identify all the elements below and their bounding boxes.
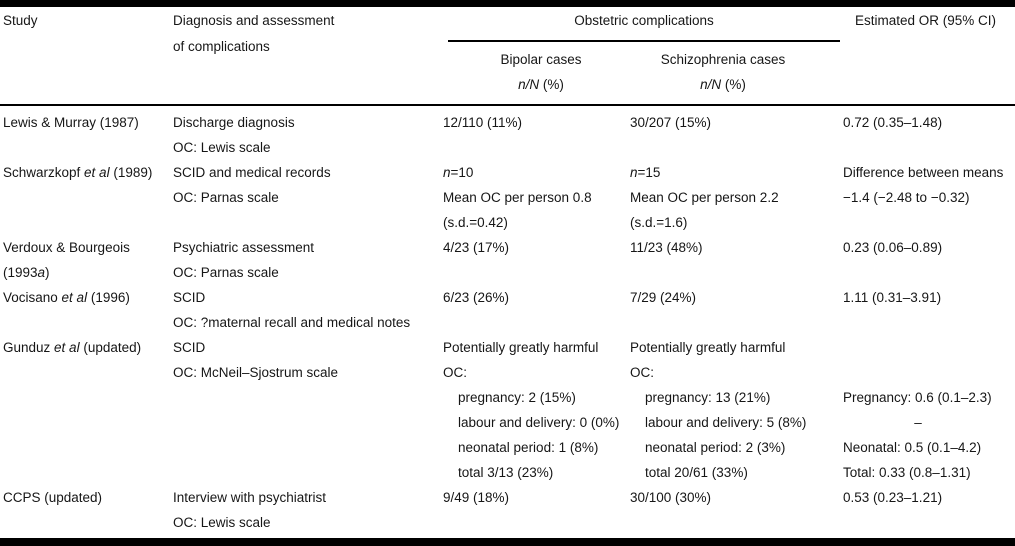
- study-text: (1996): [87, 290, 130, 305]
- n-italic: n: [630, 165, 638, 180]
- table-row-lewis-murray: [3, 110, 1015, 160]
- cell-line: Discharge diagnosis: [173, 115, 295, 130]
- cell-line: OC: Parnas scale: [173, 265, 279, 280]
- table-header: [0, 0, 1015, 106]
- bipolar-cases-cell: [443, 160, 630, 235]
- table-body: [3, 110, 1015, 535]
- cell-line: OC: Parnas scale: [173, 190, 279, 205]
- cell-line: −1.4 (−2.48 to −0.32): [843, 190, 970, 205]
- schizophrenia-cases-cell: [630, 235, 843, 260]
- cell-subline: neonatal period: 1 (8%): [458, 440, 599, 455]
- cell-line: OC: Lewis scale: [173, 515, 271, 530]
- estimated-or-cell: [843, 485, 1015, 510]
- cell-line: [3, 335, 173, 360]
- header-schizophrenia-nN: [623, 77, 823, 92]
- cell-line: 7/29 (24%): [630, 290, 697, 305]
- schizophrenia-cases-cell: [630, 285, 843, 310]
- year-suffix-italic: a: [37, 265, 46, 280]
- cell-line: OC: McNeil–Sjostrum scale: [173, 365, 339, 380]
- cell-subline: labour and delivery: 5 (8%): [645, 415, 807, 430]
- table-row-vocisano: [3, 285, 1015, 335]
- study-cell: [3, 160, 173, 185]
- cell-line: 0.53 (0.23–1.21): [843, 490, 943, 505]
- header-diagnosis-line2: of complications: [173, 39, 270, 54]
- cell-line: 11/23 (48%): [630, 240, 703, 255]
- estimated-or-cell: [843, 160, 1015, 210]
- cell-line: 4/23 (17%): [443, 240, 510, 255]
- study-cell: [3, 285, 173, 310]
- cell-line: Neonatal: 0.5 (0.1–4.2): [843, 440, 982, 455]
- cell-line: Lewis & Murray (1987): [3, 115, 139, 130]
- header-schizophrenia-cases: Schizophrenia cases: [660, 52, 786, 67]
- diagnosis-cell: [173, 485, 443, 535]
- cell-line: OC: ?maternal recall and medical notes: [173, 315, 411, 330]
- cell-line: [3, 160, 173, 185]
- cell-subline: total 20/61 (33%): [645, 465, 748, 480]
- cell-line: 0.72 (0.35–1.48): [843, 115, 943, 130]
- header-estimated-or: Estimated OR (95% CI): [855, 13, 997, 28]
- cell-line: Mean OC per person 0.8: [443, 190, 592, 205]
- schizophrenia-cases-cell: [630, 335, 843, 485]
- et-al-italic: et al: [54, 340, 80, 355]
- study-cell: [3, 335, 173, 360]
- nN-rest: (%): [539, 77, 564, 92]
- cell-line: [443, 160, 630, 185]
- study-text: ): [45, 265, 50, 280]
- diagnosis-cell: [173, 235, 443, 285]
- study-text: (updated): [79, 340, 142, 355]
- cell-line: (s.d.=1.6): [630, 215, 688, 230]
- nN-italic: n/N: [518, 77, 540, 92]
- cell-line: Difference between means: [843, 165, 1004, 180]
- et-al-italic: et al: [61, 290, 88, 305]
- cell-line: Potentially greatly harmful: [630, 340, 786, 355]
- cell-line: SCID: [173, 290, 206, 305]
- cell-line-blank: [843, 335, 1015, 360]
- cell-line: Pregnancy: 0.6 (0.1–2.3): [843, 390, 992, 405]
- schizophrenia-cases-cell: [630, 160, 843, 235]
- study-cell: [3, 235, 173, 285]
- study-text: Vocisano: [3, 290, 62, 305]
- header-bipolar-nN: [448, 77, 634, 92]
- cell-line: 1.11 (0.31–3.91): [843, 290, 942, 305]
- study-text: Gunduz: [3, 340, 55, 355]
- obstetric-span-rule: [448, 40, 840, 42]
- cell-line: 9/49 (18%): [443, 490, 510, 505]
- estimated-or-cell: [843, 110, 1015, 135]
- n-value: =15: [637, 165, 661, 180]
- study-text: (1993: [3, 265, 38, 280]
- header-study: Study: [3, 13, 38, 28]
- cell-line: Interview with psychiatrist: [173, 490, 327, 505]
- schizophrenia-cases-cell: [630, 485, 843, 510]
- cell-subline: total 3/13 (23%): [458, 465, 554, 480]
- estimated-or-cell: [843, 335, 1015, 485]
- diagnosis-cell: [173, 285, 443, 335]
- cell-line: (s.d.=0.42): [443, 215, 508, 230]
- nN-italic: n/N: [700, 77, 722, 92]
- cell-line: [3, 285, 173, 310]
- bipolar-cases-cell: [443, 110, 630, 135]
- n-italic: n: [443, 165, 451, 180]
- cell-line: 12/110 (11%): [443, 115, 523, 130]
- header-bipolar-cases: Bipolar cases: [500, 52, 582, 67]
- cell-line: Psychiatric assessment: [173, 240, 315, 255]
- cell-line: SCID and medical records: [173, 165, 331, 180]
- study-text: Schwarzkopf: [3, 165, 85, 180]
- study-cell: [3, 110, 173, 135]
- cell-subline: pregnancy: 13 (21%): [645, 390, 771, 405]
- cell-line: Mean OC per person 2.2: [630, 190, 779, 205]
- study-cell: [3, 485, 173, 510]
- nN-rest: (%): [721, 77, 746, 92]
- header-diagnosis-line1: Diagnosis and assessment: [173, 13, 335, 28]
- cell-line: [630, 160, 843, 185]
- cell-line: SCID: [173, 340, 206, 355]
- cell-subline: pregnancy: 2 (15%): [458, 390, 576, 405]
- diagnosis-cell: [173, 160, 443, 210]
- cell-line: OC:: [443, 365, 468, 380]
- cell-line: [3, 260, 173, 285]
- cell-line: OC: Lewis scale: [173, 140, 271, 155]
- cell-line: 30/207 (15%): [630, 115, 712, 130]
- bipolar-cases-cell: [443, 335, 630, 485]
- diagnosis-cell: [173, 335, 443, 385]
- table-row-gunduz: [3, 335, 1015, 485]
- bipolar-cases-cell: [443, 235, 630, 260]
- table-row-schwarzkopf: [3, 160, 1015, 235]
- cell-line: Potentially greatly harmful: [443, 340, 599, 355]
- bottom-rule-bar: [0, 538, 1015, 546]
- cell-line: Total: 0.33 (0.8–1.31): [843, 465, 971, 480]
- cell-line: 6/23 (26%): [443, 290, 510, 305]
- cell-line: OC:: [630, 365, 655, 380]
- cell-subline: neonatal period: 2 (3%): [645, 440, 786, 455]
- header-obstetric-complications: Obstetric complications: [574, 13, 714, 28]
- cell-line-blank: [843, 360, 1015, 385]
- cell-line: Verdoux & Bourgeois: [3, 240, 130, 255]
- bipolar-cases-cell: [443, 485, 630, 510]
- cell-line: CCPS (updated): [3, 490, 103, 505]
- cell-subline: labour and delivery: 0 (0%): [458, 415, 620, 430]
- table-row-verdoux-bourgeois: [3, 235, 1015, 285]
- bipolar-cases-cell: [443, 285, 630, 310]
- estimated-or-cell: [843, 235, 1015, 260]
- header-bottom-rule: [0, 104, 1015, 106]
- cell-line: 0.23 (0.06–0.89): [843, 240, 943, 255]
- cell-line: 30/100 (30%): [630, 490, 712, 505]
- schizophrenia-cases-cell: [630, 110, 843, 135]
- study-text: (1989): [109, 165, 153, 180]
- table-row-ccps: [3, 485, 1015, 535]
- et-al-italic: et al: [84, 165, 110, 180]
- estimated-or-cell: [843, 285, 1015, 310]
- cell-line-dash: –: [914, 415, 922, 430]
- n-value: =10: [450, 165, 474, 180]
- diagnosis-cell: [173, 110, 443, 160]
